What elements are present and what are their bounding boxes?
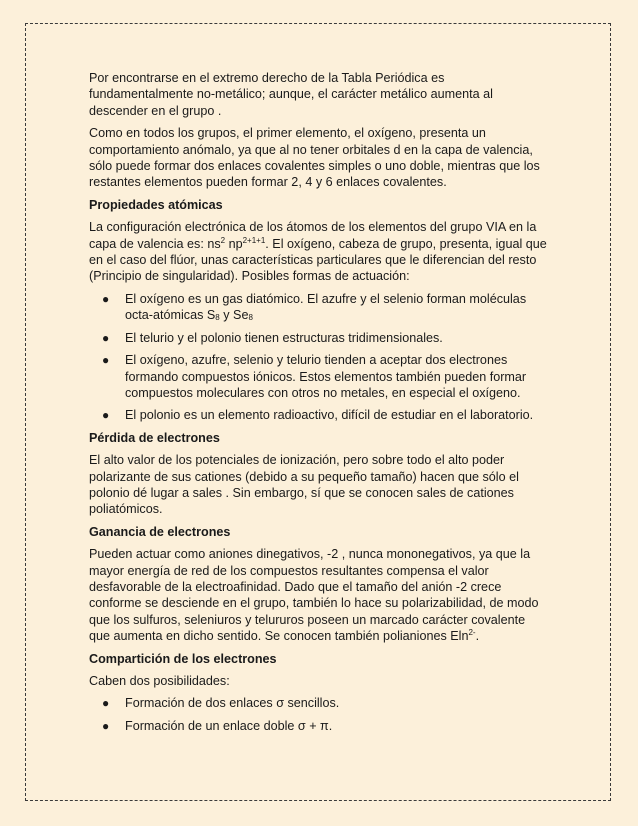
- list-bond-possibilities: [89, 695, 549, 734]
- list-item: ● Formación de un enlace doble σ + π.: [102, 718, 333, 733]
- list-item: ● El oxígeno es un gas diatómico. El azufre y el selenio forman moléculas octa-atómicas $S_8$ y $Se_8$: [102, 291, 527, 323]
- document-body: [89, 70, 549, 740]
- paragraph-anomaly: Como en todos los grupos, el primer elemento, el oxígeno, presenta un comportamiento anómalo, ya que al no tener orbitales d en la capa de valencia, sólo puede formar dos enlaces covalentes simples o uno doble, mientras que los restantes elementos pueden formar 2, 4 y 6 enlaces covalentes.: [89, 126, 540, 190]
- heading-electron-gain: Ganancia de electrones: [89, 524, 231, 539]
- bullet-icon: ●: [102, 291, 110, 306]
- paragraph-electron-gain: Pueden actuar como aniones dinegativos, -2 , nunca mononegativos, ya que la mayor energía de red de los compuestos resultantes compensa el valor desfavorable de la electroafinidad. Dado que el tamaño del anión -2 crece conforme se desciende en el grupo, también lo hace su polarizabilidad, de modo que los sulfuros, seleniuros y telururos poseen un marcado carácter covalente que aumenta en dicho sentido. Se conocen también polianiones Eln$^{2-}$.: [89, 547, 539, 644]
- bullet-icon: ●: [102, 353, 110, 368]
- heading-electron-sharing: Compartición de los electrones: [89, 651, 277, 666]
- list-actuation-forms: [89, 291, 549, 424]
- list-item: ● El oxígeno, azufre, selenio y telurio tienden a aceptar dos electrones formando compuestos iónicos. Estos elementos también pueden formar compuestos moleculares con otros no metales, en especial el oxígeno.: [102, 353, 527, 400]
- heading-atomic-properties: Propiedades atómicas: [89, 197, 223, 212]
- heading-electron-loss: Pérdida de electrones: [89, 430, 220, 445]
- list-item: ● El polonio es un elemento radioactivo, difícil de estudiar en el laboratorio.: [102, 408, 534, 423]
- list-item: ● El telurio y el polonio tienen estructuras tridimensionales.: [102, 330, 443, 345]
- bullet-icon: ●: [102, 696, 110, 711]
- bullet-icon: ●: [102, 718, 110, 733]
- paragraph-electron-loss: El alto valor de los potenciales de ionización, pero sobre todo el alto poder polarizante de sus cationes (debido a su pequeño tamaño) hacen que sólo el polonio dé lugar a sales . Sin embargo, sí que se conocen sales de cationes poliatómicos.: [89, 453, 519, 517]
- bullet-icon: ●: [102, 330, 110, 345]
- list-item: ● Formación de dos enlaces σ sencillos.: [102, 696, 340, 711]
- paragraph-sharing-intro: Caben dos posibilidades:: [89, 674, 230, 688]
- bullet-icon: ●: [102, 408, 110, 423]
- paragraph-intro: Por encontrarse en el extremo derecho de la Tabla Periódica es fundamentalmente no-metálico; aunque, el carácter metálico aumenta al descender en el grupo .: [89, 71, 493, 118]
- paragraph-electron-config: La configuración electrónica de los átomos de los elementos del grupo VIA en la capa de valencia es: $ns^2$ $np^{2+1+1}$. El oxígeno, cabeza de grupo, presenta, igual que en el caso del flúor, unas características particulares que le diferencian del resto (Principio de singularidad). Posibles formas de actuación:: [89, 220, 547, 284]
